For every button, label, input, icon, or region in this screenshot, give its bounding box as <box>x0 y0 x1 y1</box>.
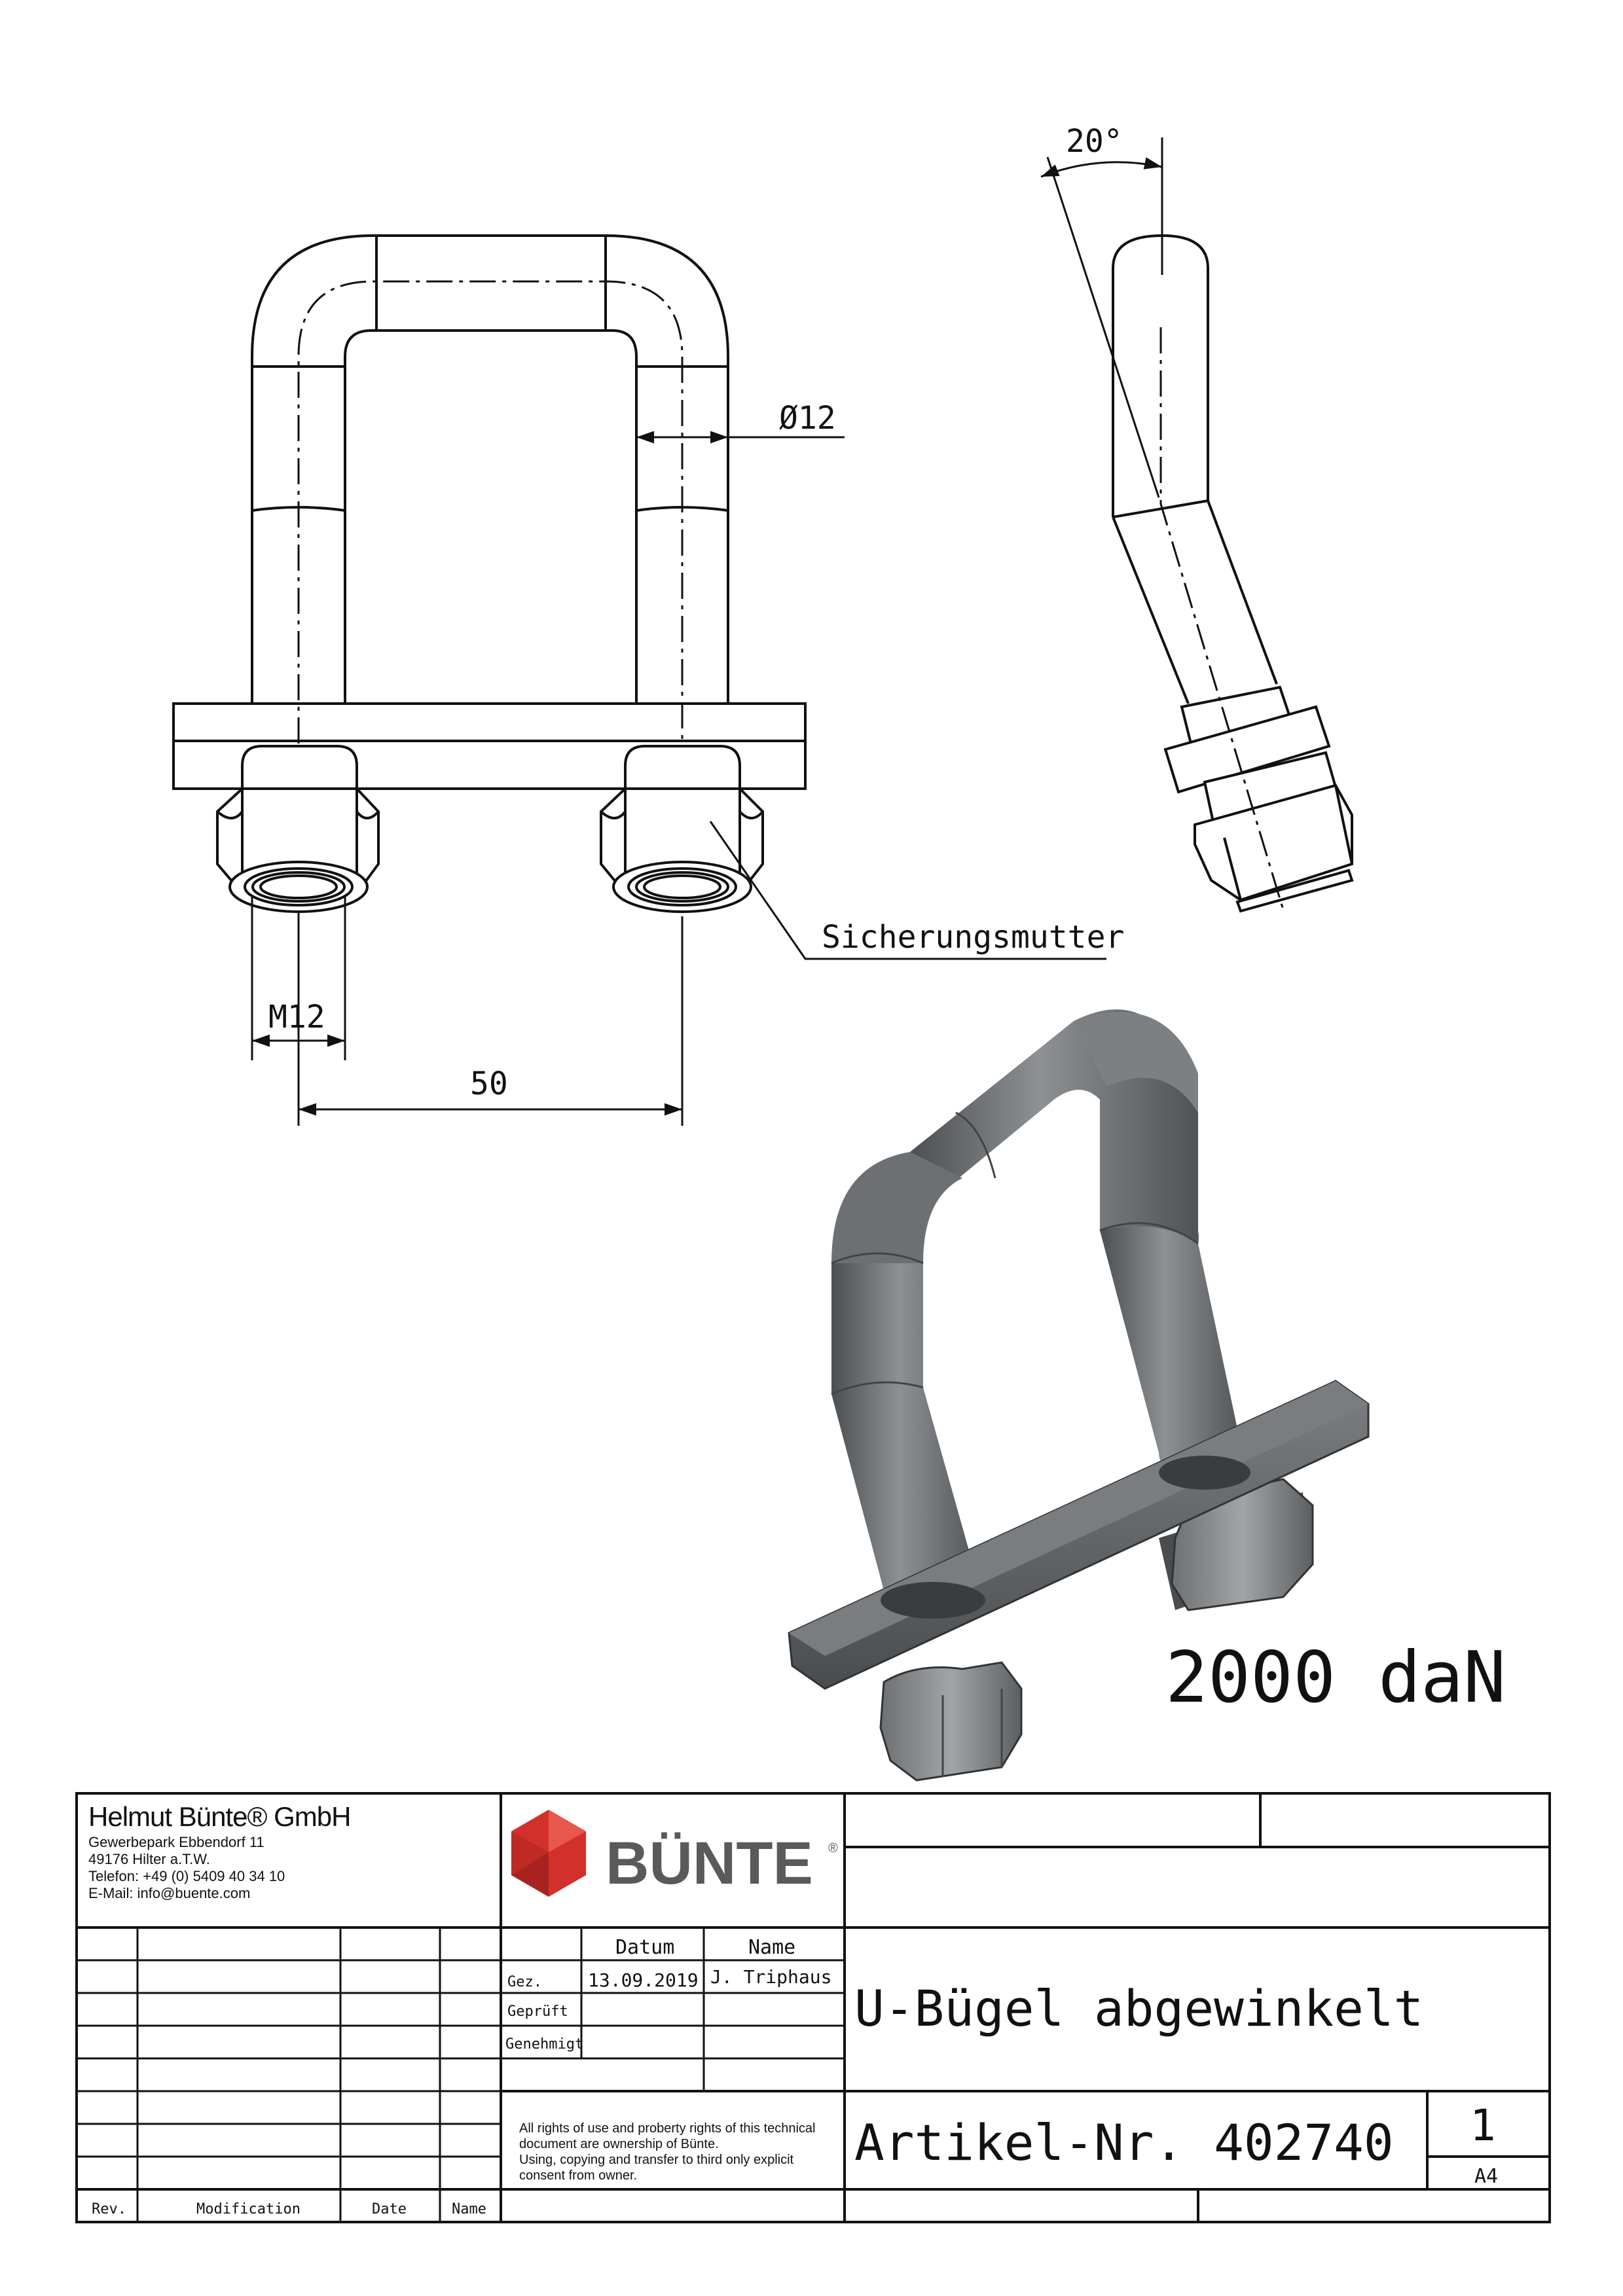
spacing-label: 50 <box>470 1066 508 1102</box>
company-address-1: Gewerbepark Ebbendorf 11 <box>88 1834 264 1850</box>
date-header: Date <box>372 2201 407 2217</box>
copyright-line-4: consent from owner. <box>519 2168 638 2183</box>
copyright-line-2: document are ownership of Bünte. <box>519 2137 719 2151</box>
gez-date: 13.09.2019 <box>588 1969 699 1991</box>
geprueft-label: Geprüft <box>507 2003 568 2020</box>
drawing-title: U-Bügel abgewinkelt <box>854 1979 1424 2037</box>
gez-name: J. Triphaus <box>710 1966 832 1988</box>
thread-label: M12 <box>268 999 325 1035</box>
buente-logo <box>511 1810 586 1897</box>
company-name: Helmut Bünte® GmbH <box>88 1801 351 1832</box>
sheet-number: 1 <box>1470 2100 1496 2151</box>
side-view <box>1041 137 1352 911</box>
company-address-2: 49176 Hilter a.T.W. <box>88 1851 210 1867</box>
genehmigt-label: Genehmigt <box>505 2036 584 2053</box>
name-rev-header: Name <box>452 2201 486 2217</box>
nut-label: Sicherungsmutter <box>822 919 1125 956</box>
gez-label: Gez. <box>507 1974 542 1990</box>
angle-label: 20° <box>1066 123 1123 160</box>
right-nut <box>601 746 763 912</box>
logo-wordmark: BÜNTE <box>606 1830 813 1897</box>
article-number: Artikel-Nr. 402740 <box>854 2113 1394 2172</box>
diameter-label: Ø12 <box>779 400 836 437</box>
rev-header: Rev. <box>92 2201 126 2217</box>
logo-registered: ® <box>828 1841 838 1856</box>
left-nut <box>217 746 378 912</box>
company-email: E-Mail: info@buente.com <box>88 1885 251 1901</box>
copyright-line-1: All rights of use and proberty rights of this technical <box>519 2121 816 2136</box>
load-rating: 2000 daN <box>1165 1637 1506 1719</box>
copyright-line-3: Using, copying and transfer to third only explicit <box>519 2153 794 2167</box>
datum-header: Datum <box>615 1936 675 1959</box>
name-header: Name <box>748 1936 796 1959</box>
sheet-format: A4 <box>1474 2165 1499 2188</box>
company-phone: Telefon: +49 (0) 5409 40 34 10 <box>88 1868 285 1884</box>
modification-header: Modification <box>196 2201 301 2217</box>
